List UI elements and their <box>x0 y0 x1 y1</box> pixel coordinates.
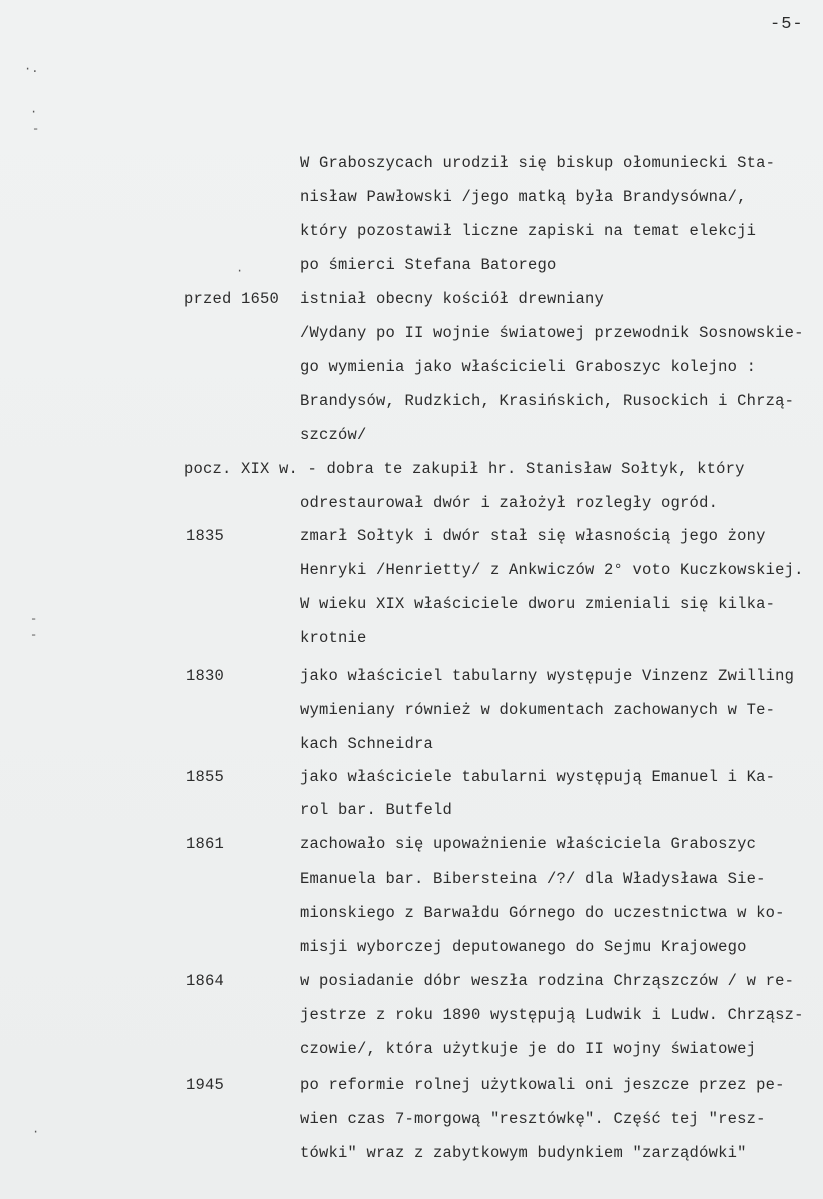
text-line: jako właściciel tabularny występuje Vinzenz Zwilling <box>300 667 795 685</box>
text-line: zmarł Sołtyk i dwór stał się własnością jego żony <box>300 527 766 545</box>
text-line: zachowało się upoważnienie właściciela Graboszyc <box>300 835 757 853</box>
text-line: wymieniany również w dokumentach zachowanych w Te- <box>300 701 776 719</box>
text-line: W Graboszycach urodził się biskup ołomuniecki Sta- <box>300 154 776 172</box>
text-line: czowie/, która użytkuje je do II wojny światowej <box>300 1040 757 1058</box>
date-label: 1945 <box>186 1076 225 1094</box>
margin-mark: - <box>30 612 38 626</box>
text-line: Henryki /Henrietty/ z Ankwiczów 2° voto Kuczkowskiej. <box>300 561 804 579</box>
text-line: jestrze z roku 1890 występują Ludwik i Ludw. Chrząsz- <box>300 1006 804 1024</box>
text-line: krotnie <box>300 629 367 647</box>
text-line: kach Schneidra <box>300 735 434 753</box>
text-line: w posiadanie dóbr weszła rodzina Chrząszczów / w re- <box>300 972 795 990</box>
margin-mark: · <box>32 1125 40 1139</box>
margin-mark: · <box>30 105 38 119</box>
date-label: 1864 <box>186 972 225 990</box>
text-line: po śmierci Stefana Batorego <box>300 256 557 274</box>
text-line: jako właściciele tabularni występują Emanuel i Ka- <box>300 768 776 786</box>
text-line: szczów/ <box>300 426 367 444</box>
text-line: /Wydany po II wojnie światowej przewodnik Sosnowskie- <box>300 324 804 342</box>
date-label: 1855 <box>186 768 225 786</box>
text-line: misji wyborczej deputowanego do Sejmu Krajowego <box>300 938 747 956</box>
margin-mark: · <box>236 264 244 278</box>
margin-mark: - <box>30 628 38 642</box>
text-line: rol bar. Butfeld <box>300 801 453 819</box>
page-number: -5- <box>770 15 804 34</box>
date-label: 1835 <box>186 527 225 545</box>
margin-mark: - <box>32 122 40 136</box>
text-line: go wymienia jako właścicieli Graboszyc kolejno : <box>300 358 757 376</box>
margin-mark: ·. <box>24 62 39 76</box>
text-line: odrestaurował dwór i założył rozległy ogród. <box>300 494 719 512</box>
text-line: Emanuela bar. Bibersteina /?/ dla Władysława Sie- <box>300 870 766 888</box>
text-line: tówki" wraz z zabytkowym budynkiem "zarządówki" <box>300 1144 747 1162</box>
text-line: W wieku XIX właściciele dworu zmieniali się kilka- <box>300 595 776 613</box>
text-line: Brandysów, Rudzkich, Krasińskich, Rusockich i Chrzą- <box>300 392 795 410</box>
text-line: pocz. XIX w. - dobra te zakupił hr. Stanisław Sołtyk, który <box>184 460 745 478</box>
text-line: który pozostawił liczne zapiski na temat elekcji <box>300 222 757 240</box>
date-label: 1861 <box>186 835 225 853</box>
text-line: mionskiego z Barwałdu Górnego do uczestnictwa w ko- <box>300 904 785 922</box>
text-line: nisław Pawłowski /jego matką była Brandysówna/, <box>300 188 747 206</box>
text-line: istniał obecny kościół drewniany <box>300 290 605 308</box>
text-line: wien czas 7-morgową "resztówkę". Część tej "resz- <box>300 1110 766 1128</box>
text-line: po reformie rolnej użytkowali oni jeszcze przez pe- <box>300 1076 785 1094</box>
date-label: 1830 <box>186 667 225 685</box>
date-label: przed 1650 <box>184 290 280 308</box>
